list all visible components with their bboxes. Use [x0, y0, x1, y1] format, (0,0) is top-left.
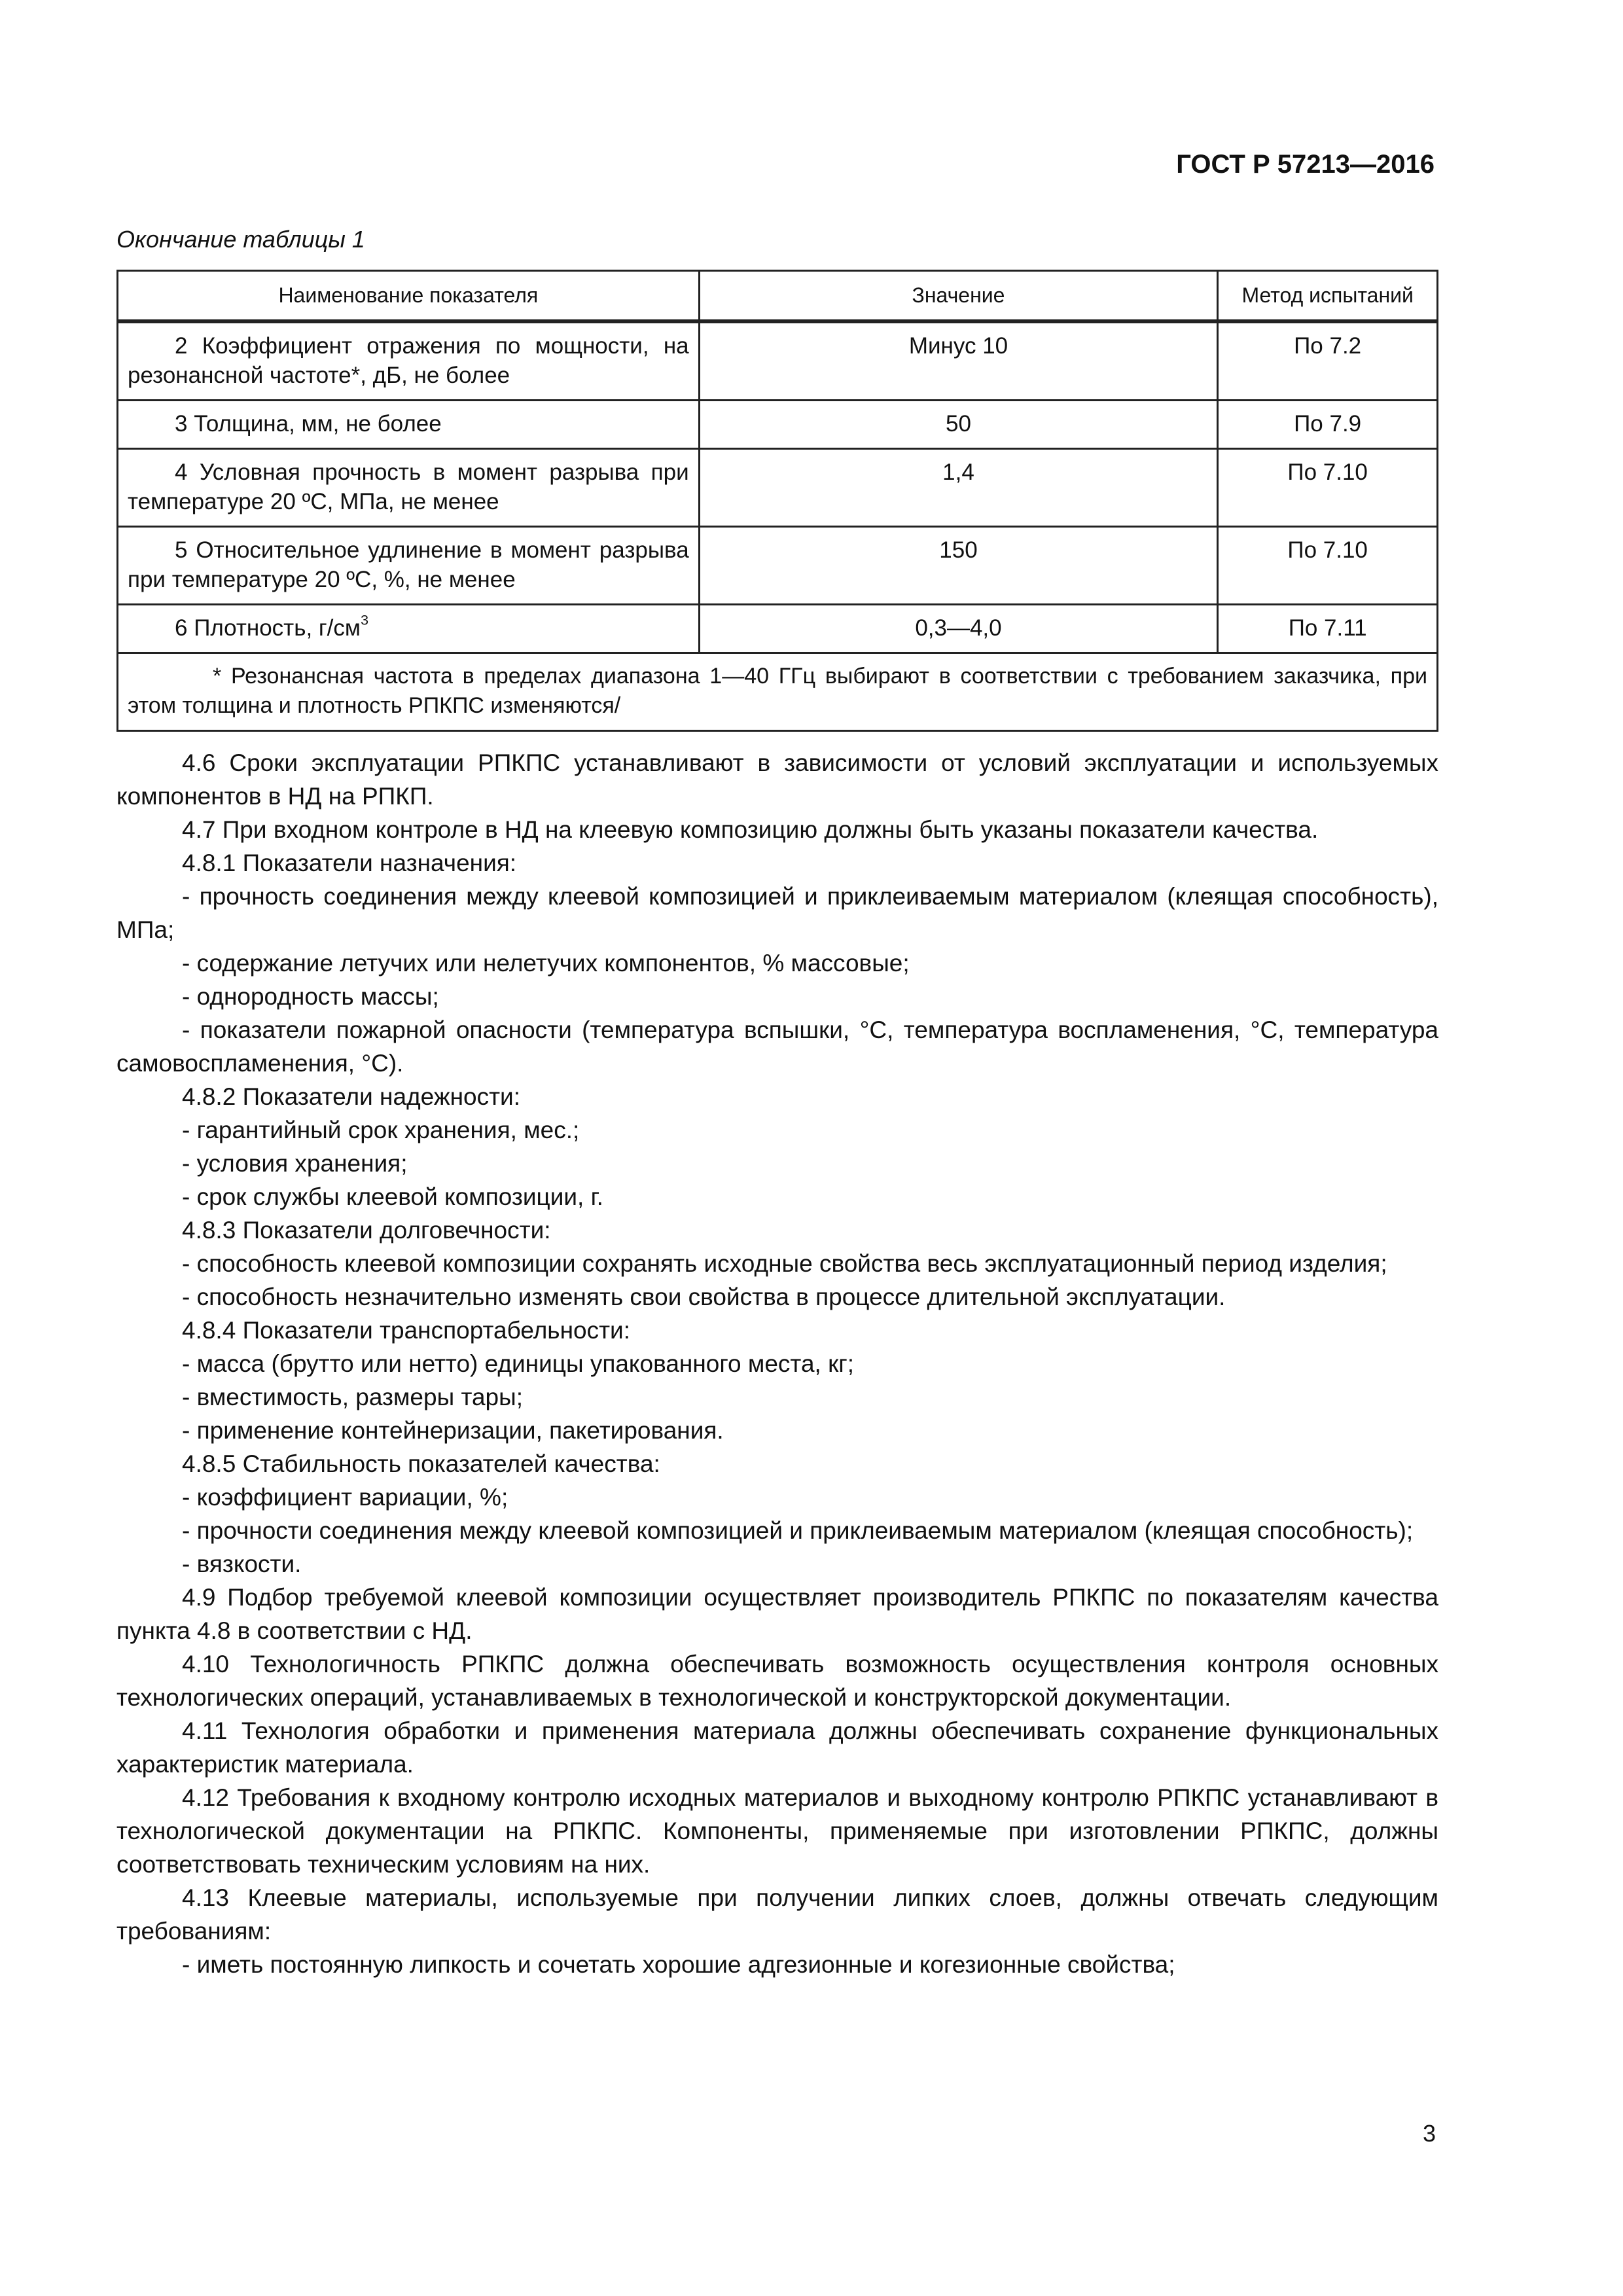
paragraph: - применение контейнеризации, пакетирования. [182, 1417, 724, 1444]
paragraph: 4.8.5 Стабильность показателей качества: [182, 1450, 660, 1477]
paragraph: 4.8.1 Показатели назначения: [182, 850, 517, 876]
page-number: 3 [1422, 2120, 1436, 2147]
row-name: 2 Коэффициент отражения по мощности, на резонансной частоте*, дБ, не более [118, 321, 700, 401]
paragraph: - способность незначительно изменять свои свойства в процессе длительной эксплуатации. [182, 1283, 1226, 1310]
row-name: 4 Условная прочность в момент разрыва при температуре 20 ºС, МПа, не менее [118, 449, 700, 527]
paragraph: - показатели пожарной опасности (температура вспышки, °С, температура воспламенения, °С, температура самовоспламенения, °С). [116, 1016, 1438, 1077]
table-row [118, 527, 1438, 605]
paragraph: 4.9 Подбор требуемой клеевой композиции осуществляет производитель РПКПС по показателям качества пункта 4.8 в соответствии с НД. [116, 1584, 1438, 1644]
row-name-cell [118, 605, 700, 653]
paragraph: - вязкости. [182, 1551, 302, 1577]
table-row [118, 605, 1438, 653]
table-caption: Окончание таблицы 1 [116, 226, 365, 253]
row-method: По 7.11 [1218, 605, 1438, 653]
paragraph: - способность клеевой композиции сохранять исходные свойства весь эксплуатационный период изделия; [182, 1250, 1387, 1277]
paragraph: 4.8.4 Показатели транспортабельности: [182, 1317, 630, 1344]
paragraph: - масса (брутто или нетто) единицы упакованного места, кг; [182, 1350, 855, 1377]
table-row [118, 449, 1438, 527]
paragraph: 4.12 Требования к входному контролю исходных материалов и выходному контролю РПКПС устанавливают в технологической документации на РПКПС. Компоненты, применяемые при изготовлении РПКПС, должны соответствовать техническим условиям на них. [116, 1784, 1438, 1878]
row-value: 150 [699, 527, 1218, 605]
table-footnote: * Резонансная частота в пределах диапазона 1—40 ГГц выбирают в соответствии с требованием заказчика, при этом толщина и плотность РПКПС изменяются/ [118, 653, 1438, 731]
paragraph: - срок службы клеевой композиции, г. [182, 1183, 603, 1210]
paragraph: - коэффициент вариации, %; [182, 1484, 508, 1511]
row-value: 0,3—4,0 [699, 605, 1218, 653]
row-method: По 7.9 [1218, 401, 1438, 449]
paragraph: 4.13 Клеевые материалы, используемые при получении липких слоев, должны отвечать следующим требованиям: [116, 1884, 1438, 1945]
row-method: По 7.10 [1218, 527, 1438, 605]
paragraph: - вместимость, размеры тары; [182, 1384, 523, 1410]
paragraph: 4.11 Технология обработки и применения материала должны обеспечивать сохранение функциональных характеристик материала. [116, 1717, 1438, 1778]
paragraph: 4.8.3 Показатели долговечности: [182, 1217, 551, 1244]
row-name: 3 Толщина, мм, не более [118, 401, 700, 449]
paragraph: - однородность массы; [182, 983, 439, 1010]
paragraph: - содержание летучих или нелетучих компонентов, % массовые; [182, 950, 910, 977]
table-row [118, 401, 1438, 449]
paragraph: - гарантийный срок хранения, мес.; [182, 1117, 580, 1143]
row-method: По 7.10 [1218, 449, 1438, 527]
paragraph: 4.6 Сроки эксплуатации РПКПС устанавливают в зависимости от условий эксплуатации и используемых компонентов в НД на РПКП. [116, 749, 1438, 810]
column-header-name: Наименование показателя [118, 271, 700, 322]
column-header-method: Метод испытаний [1218, 271, 1438, 322]
column-header-value: Значение [699, 271, 1218, 322]
table-header-row [118, 271, 1438, 322]
paragraph: - прочности соединения между клеевой композицией и приклеиваемым материалом (клеящая способность); [182, 1517, 1414, 1544]
paragraph: - прочность соединения между клеевой композицией и приклеиваемым материалом (клеящая способность), МПа; [116, 883, 1438, 943]
row-value: 1,4 [699, 449, 1218, 527]
paragraph: 4.10 Технологичность РПКПС должна обеспечивать возможность осуществления контроля основных технологических операций, устанавливаемых в технологической и конструкторской документации. [116, 1651, 1438, 1711]
paragraph: 4.7 При входном контроле в НД на клеевую композицию должны быть указаны показатели качества. [182, 816, 1319, 843]
unit-superscript: 3 [360, 611, 369, 628]
document-code: ГОСТ Р 57213—2016 [1176, 150, 1435, 179]
row-method: По 7.2 [1218, 321, 1438, 401]
row-name: 6 Плотность, г/см [175, 615, 361, 641]
body-text [116, 746, 1438, 1981]
paragraph: - иметь постоянную липкость и сочетать хорошие адгезионные и когезионные свойства; [182, 1951, 1175, 1978]
row-value: 50 [699, 401, 1218, 449]
table-row [118, 321, 1438, 401]
paragraph: 4.8.2 Показатели надежности: [182, 1083, 520, 1110]
specification-table [116, 270, 1438, 732]
paragraph: - условия хранения; [182, 1150, 408, 1177]
row-name: 5 Относительное удлинение в момент разрыва при температуре 20 ºС, %, не менее [118, 527, 700, 605]
table-footnote-row [118, 653, 1438, 731]
row-value: Минус 10 [699, 321, 1218, 401]
